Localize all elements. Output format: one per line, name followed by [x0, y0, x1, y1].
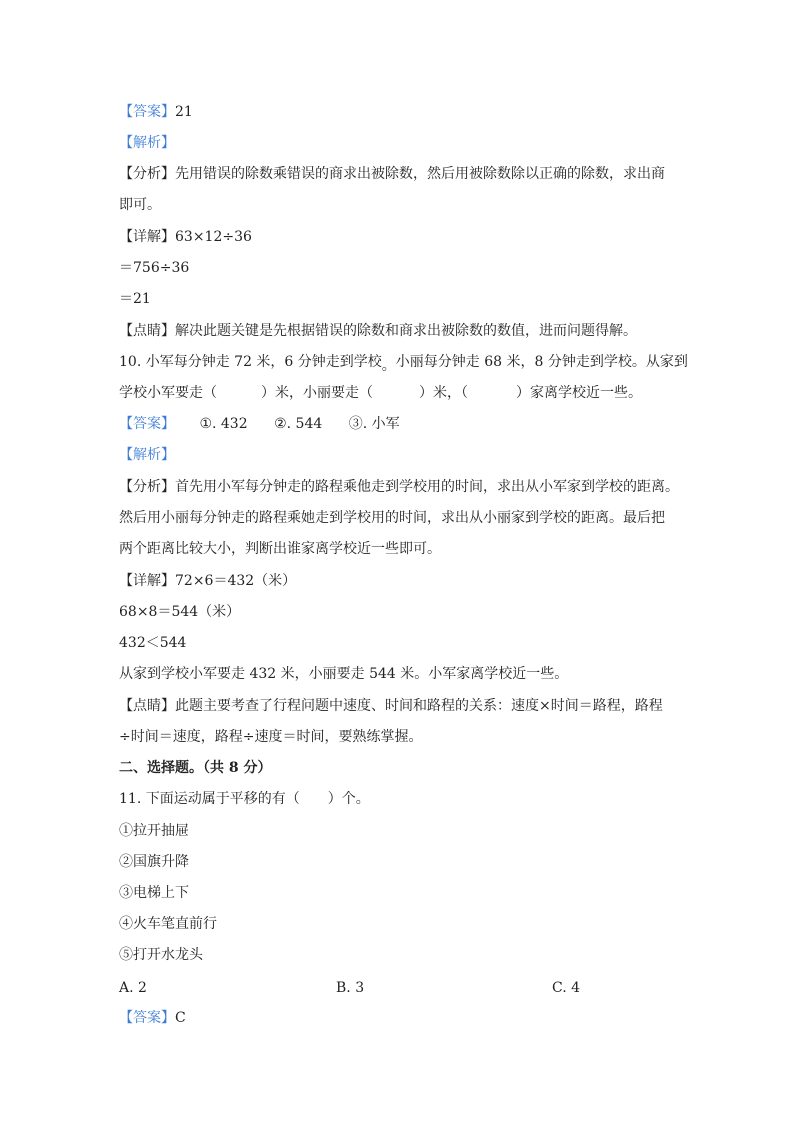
- fenxi-text: 然后用小丽每分钟走的路程乘她走到学校用的时间，求出从小丽家到学校的距离。最后把: [119, 510, 665, 526]
- xiangjie-line-10-2: [119, 603, 694, 621]
- analysis-line-10: [119, 446, 694, 464]
- dianjing-line-10-2: [119, 728, 694, 746]
- option-b: B. 3: [336, 980, 365, 996]
- xiangjie-tag: 【详解】: [119, 229, 175, 245]
- dianjing-tag: 【点睛】: [119, 698, 175, 714]
- question-text: 。: [381, 358, 396, 374]
- question-text: ）米，（: [419, 385, 468, 401]
- analysis-tag: 【解析】: [119, 135, 175, 151]
- fenxi-tag: 【分析】: [119, 479, 175, 495]
- question-11-stem: [119, 790, 694, 808]
- calc-conclusion: 从家到学校小军要走 432 米，小丽要走 544 米。小军家离学校近一些。: [119, 666, 569, 682]
- answer-tag: 【答案】: [119, 416, 175, 432]
- xiangjie-line-9-2: [119, 259, 694, 277]
- answer-tag: 【答案】: [119, 1010, 175, 1026]
- fenxi-line-10-1: [119, 478, 694, 496]
- answer-tag: 【答案】: [119, 104, 175, 120]
- answer-line-9: [119, 103, 694, 121]
- question-text: 小军每分钟走 72 米，6 分钟走到学校: [145, 354, 382, 370]
- answer-item-1: ①. 432: [199, 416, 248, 432]
- question-number: 11.: [119, 791, 142, 807]
- question-10-line-1: [119, 353, 694, 374]
- fenxi-text: 即可。: [119, 197, 161, 213]
- option-c: C. 4: [552, 980, 581, 996]
- fenxi-line-9-1: [119, 165, 694, 183]
- fenxi-line-10-3: [119, 540, 694, 558]
- calc-step: 432＜544: [119, 635, 187, 651]
- dianjing-text: 此题主要考查了行程问题中速度、时间和路程的关系：速度×时间＝路程，路程: [175, 698, 663, 714]
- answer-line-10: [119, 415, 694, 433]
- dianjing-line-9: [119, 322, 694, 340]
- calc-step: 72×6＝432（米）: [175, 573, 297, 589]
- fenxi-text: 先用错误的除数乘错误的商求出被除数，然后用被除数除以正确的除数，求出商: [175, 166, 665, 182]
- xiangjie-line-9-3: [119, 290, 694, 308]
- question-10-line-2: [119, 384, 694, 402]
- answer-line-11: [119, 1009, 694, 1027]
- fenxi-tag: 【分析】: [119, 166, 175, 182]
- calc-step: 68×8＝544（米）: [119, 604, 241, 620]
- dianjing-line-10-1: [119, 697, 694, 715]
- answer-value: 21: [175, 104, 193, 120]
- list-item: ②国旗升降: [119, 854, 189, 870]
- question-text: ）个。: [327, 791, 370, 807]
- dianjing-tag: 【点睛】: [119, 323, 175, 339]
- fenxi-text: 两个距离比较大小，判断出谁家离学校近一些即可。: [119, 541, 441, 557]
- xiangjie-tag: 【详解】: [119, 573, 175, 589]
- list-item: ④火车笔直前行: [119, 916, 217, 932]
- calc-step: 63×12÷36: [175, 229, 252, 245]
- question-text: 学校小军要走（: [119, 385, 217, 401]
- list-item: ①拉开抽屉: [119, 823, 189, 839]
- answer-item-2: ②. 544: [274, 416, 323, 432]
- fenxi-line-9-2: [119, 196, 694, 214]
- option-a: A. 2: [119, 980, 147, 996]
- question-text: ）家离学校近一些。: [516, 385, 642, 401]
- fenxi-line-10-2: [119, 509, 694, 527]
- question-text: 小丽每分钟走 68 米，8 分钟走到学校。从家到: [395, 354, 688, 370]
- xiangjie-line-10-4: [119, 665, 694, 683]
- question-text: ）米，小丽要走（: [261, 385, 373, 401]
- question-text: 下面运动属于平移的有（: [145, 791, 300, 807]
- fenxi-text: 首先用小军每分钟走的路程乘他走到学校用的时间，求出从小军家到学校的距离。: [175, 479, 679, 495]
- section-title: 二、选择题。（共 8 分）: [119, 760, 272, 776]
- answer-item-3: ③. 小军: [348, 416, 400, 432]
- analysis-line-9: [119, 134, 694, 152]
- options-row: [119, 979, 694, 997]
- xiangjie-line-9-1: [119, 228, 694, 246]
- analysis-tag: 【解析】: [119, 447, 175, 463]
- question-number: 10.: [119, 354, 142, 370]
- answer-value: C: [175, 1010, 186, 1026]
- dianjing-text: ÷时间＝速度，路程÷速度＝时间，要熟练掌握。: [119, 729, 423, 745]
- xiangjie-line-10-3: [119, 634, 694, 652]
- dianjing-text: 解决此题关键是先根据错误的除数和商求出被除数的数值，进而问题得解。: [175, 323, 637, 339]
- calc-step: ＝756÷36: [119, 260, 190, 276]
- list-item: ⑤打开水龙头: [119, 947, 203, 963]
- xiangjie-line-10-1: [119, 572, 694, 590]
- calc-step: ＝21: [119, 291, 151, 307]
- list-item: ③电梯上下: [119, 885, 189, 901]
